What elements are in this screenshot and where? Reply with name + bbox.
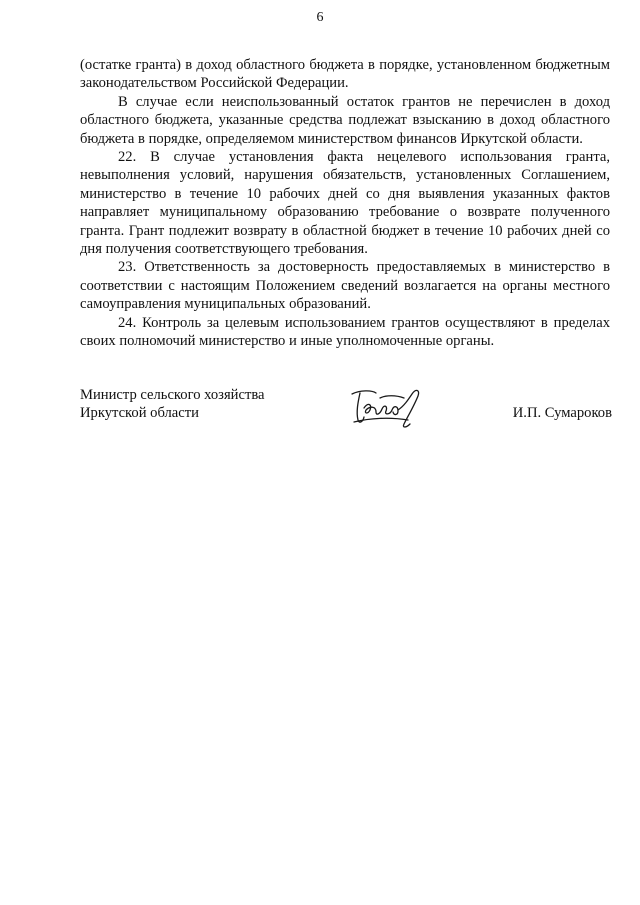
signatory-title <box>80 386 320 423</box>
signatory-name: И.П. Сумароков <box>512 405 612 421</box>
page-number: 6 <box>316 10 324 25</box>
paragraph-22: 22. В случае установления факта нецелевого использования гранта, невыполнения условий, нарушения обязательств, установленных Соглашением, министерство в течение 10 рабочих дней со дня выявления указанных фактов направляет муниципальному образованию требование о возврате полученного гранта. Грант подлежит возврату в областной бюджет в течение 10 рабочих дней со дня получения соответствующего требования. <box>80 149 610 258</box>
paragraph-23: 23. Ответственность за достоверность предоставляемых в министерство в соответствии с настоящим Положением сведений возлагается на органы местного самоуправления муниципальных образований. <box>80 259 610 313</box>
handwritten-signature <box>346 384 426 432</box>
signature-block <box>80 386 612 436</box>
paragraph-unspent-balance: В случае если неиспользованный остаток грантов не перечислен в доход областного бюджета, указанные средства подлежат взысканию в доход областного бюджета в порядке, определяемом министерством финансов Иркутской области. <box>80 93 610 147</box>
paragraph-continuation: (остатке гранта) в доход областного бюджета в порядке, установленном бюджетным законодательством Российской Федерации. <box>80 57 610 92</box>
document-body <box>80 56 610 351</box>
signatory-title-line-2: Иркутской области <box>80 405 199 422</box>
paragraph-24: 24. Контроль за целевым использованием грантов осуществляют в пределах своих полномочий министерство и иные уполномоченные органы. <box>80 314 610 350</box>
signatory-title-line-1: Министр сельского хозяйства <box>80 387 265 403</box>
